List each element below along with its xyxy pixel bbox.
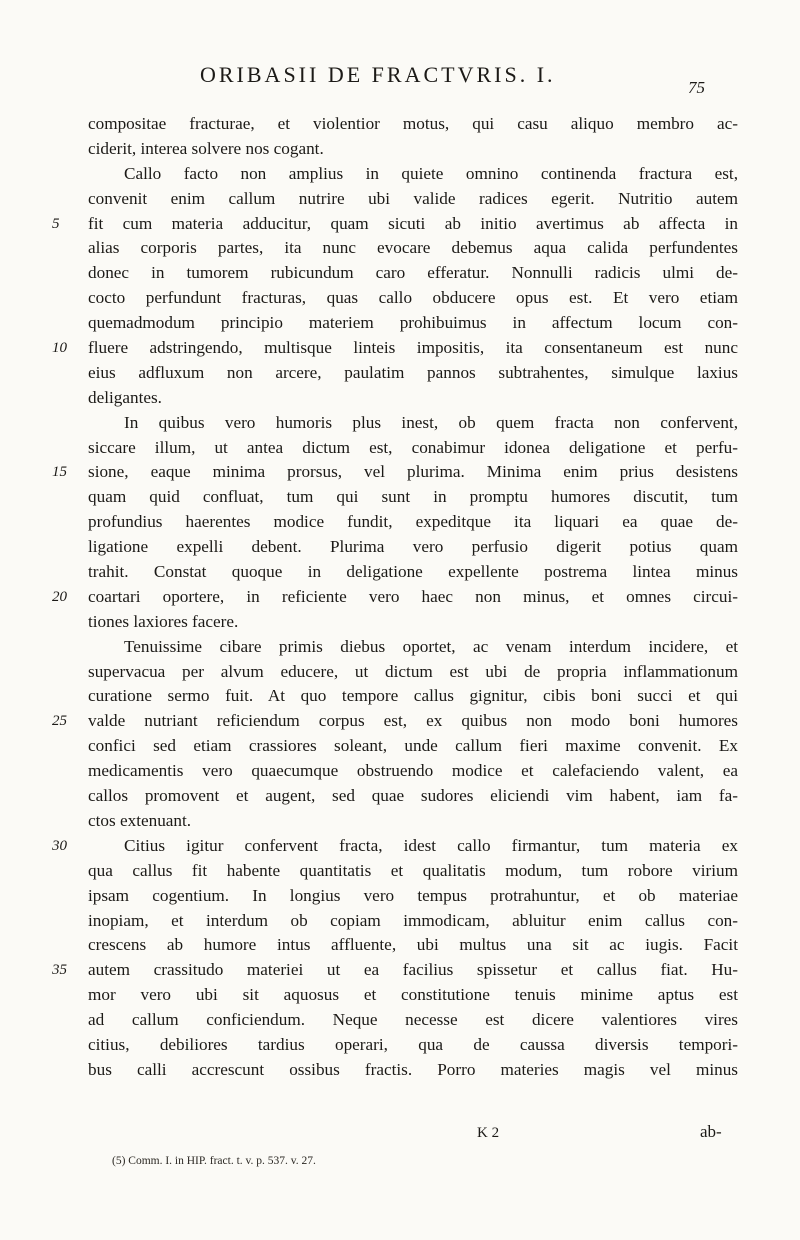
text-line bbox=[88, 884, 738, 909]
text-line bbox=[88, 859, 738, 884]
text-line bbox=[88, 411, 738, 436]
text-line bbox=[52, 834, 738, 859]
line-text: qua callus fit habente quantitatis et qualitatis modum, tum robore virium bbox=[88, 860, 738, 880]
footnote: (5) Comm. I. in HIP. fract. t. v. p. 537. v. 27. bbox=[112, 1155, 316, 1167]
line-text: callos promovent et augent, sed quae sudores eliciendi vim habent, iam fa- bbox=[88, 786, 738, 806]
text-line bbox=[88, 1058, 738, 1083]
line-text: cocto perfundunt fracturas, quas callo obducere opus est. Et vero etiam bbox=[88, 288, 738, 308]
line-text: tiones laxiores facere. bbox=[88, 611, 239, 631]
text-line bbox=[88, 436, 738, 461]
line-text: valde nutriant reficiendum corpus est, ex quibus non modo boni humores bbox=[88, 711, 738, 731]
text-line bbox=[88, 983, 738, 1008]
text-line bbox=[88, 485, 738, 510]
line-number: 30 bbox=[52, 837, 67, 854]
line-text: quam quid confluat, tum qui sunt in promptu humores discutit, tum bbox=[88, 487, 738, 507]
text-line bbox=[88, 635, 738, 660]
text-line bbox=[52, 709, 738, 734]
text-line bbox=[88, 187, 738, 212]
line-text: ctos extenuant. bbox=[88, 810, 192, 830]
line-number: 5 bbox=[52, 215, 60, 232]
text-line bbox=[88, 137, 738, 162]
text-line bbox=[88, 610, 738, 635]
text-line bbox=[88, 909, 738, 934]
text-line bbox=[88, 560, 738, 585]
text-line bbox=[88, 286, 738, 311]
line-text: deligantes. bbox=[88, 387, 162, 407]
line-text: inopiam, et interdum ob copiam immodicam, abluitur enim callus con- bbox=[88, 910, 738, 930]
line-text: bus calli accrescunt ossibus fractis. Porro materies magis vel minus bbox=[88, 1059, 738, 1079]
line-text: mor vero ubi sit aquosus et constitutione tenuis minime aptus est bbox=[88, 985, 738, 1005]
text-line bbox=[88, 933, 738, 958]
line-text: fit cum materia adducitur, quam sicuti ab initio avertimus ab affecta in bbox=[88, 213, 738, 233]
line-text: ciderit, interea solvere nos cogant. bbox=[88, 138, 324, 158]
line-text: crescens ab humore intus affluente, ubi multus una sit ac iugis. Facit bbox=[88, 935, 738, 955]
line-text: ligatione expelli debent. Plurima vero perfusio digerit potius quam bbox=[88, 537, 738, 557]
text-line bbox=[88, 734, 738, 759]
text-line bbox=[88, 1033, 738, 1058]
text-line bbox=[88, 759, 738, 784]
line-text: donec in tumorem rubicundum caro efferatur. Nonnulli radicis ulmi de- bbox=[88, 263, 738, 283]
text-line bbox=[88, 236, 738, 261]
line-text: profundius haerentes modice fundit, expeditque ita liquari ea quae de- bbox=[88, 512, 738, 532]
line-text: compositae fracturae, et violentior motus, qui casu aliquo membro ac- bbox=[88, 114, 738, 133]
line-text: ipsam cogentium. In longius vero tempus protrahuntur, et ob materiae bbox=[88, 885, 738, 905]
text-line bbox=[52, 958, 738, 983]
text-line bbox=[88, 660, 738, 685]
catchword: ab- bbox=[700, 1122, 722, 1141]
text-line bbox=[88, 112, 738, 137]
text-line bbox=[88, 1008, 738, 1033]
text-line bbox=[52, 336, 738, 361]
line-number: 35 bbox=[52, 962, 67, 979]
text-line bbox=[88, 684, 738, 709]
line-text: autem crassitudo materiei ut ea facilius spissetur et callus fiat. Hu- bbox=[88, 960, 738, 980]
text-line bbox=[88, 311, 738, 336]
text-line bbox=[88, 784, 738, 809]
line-text: supervacua per alvum educere, ut dictum est ubi de propria inflammationum bbox=[88, 661, 738, 681]
page-number: 75 bbox=[688, 78, 705, 97]
line-text: quemadmodum principio materiem prohibuimus in affectum locum con- bbox=[88, 313, 738, 333]
text-line bbox=[88, 261, 738, 286]
line-text: citius, debiliores tardius operari, qua de caussa diversis tempori- bbox=[88, 1034, 738, 1054]
line-text: confici sed etiam crassiores soleant, unde callum fieri maxime convenit. Ex bbox=[88, 736, 738, 756]
text-line bbox=[52, 585, 738, 610]
line-text: coartari oportere, in reficiente vero haec non minus, et omnes circui- bbox=[88, 586, 738, 606]
line-text: Citius igitur confervent fracta, idest callo firmantur, tum materia ex bbox=[124, 835, 738, 855]
line-text: alias corporis partes, ita nunc evocare debemus aqua calida perfundentes bbox=[88, 238, 738, 258]
line-number: 15 bbox=[52, 464, 67, 481]
line-number: 10 bbox=[52, 340, 67, 357]
line-text: siccare illum, ut antea dictum est, conabimur idonea deligatione et perfu- bbox=[88, 437, 738, 457]
text-line bbox=[52, 212, 738, 237]
line-text: In quibus vero humoris plus inest, ob quem fracta non confervent, bbox=[124, 412, 738, 432]
line-text: convenit enim callum nutrire ubi valide radices egerit. Nutritio autem bbox=[88, 188, 738, 208]
line-text: curatione sermo fuit. At quo tempore callus gignitur, cibis boni succi et qui bbox=[88, 686, 738, 706]
line-number: 20 bbox=[52, 588, 67, 605]
text-line bbox=[88, 809, 738, 834]
line-text: Callo facto non amplius in quiete omnino continenda fractura est, bbox=[124, 163, 738, 183]
line-text: fluere adstringendo, multisque linteis impositis, ita consentaneum est nunc bbox=[88, 338, 738, 358]
line-text: eius adfluxum non arcere, paulatim pannos subtrahentes, simulque laxius bbox=[88, 362, 738, 382]
text-line bbox=[88, 535, 738, 560]
line-text: sione, eaque minima prorsus, vel plurima. Minima enim prius desistens bbox=[88, 462, 738, 482]
signature-mark: K 2 bbox=[477, 1125, 500, 1141]
text-line bbox=[52, 460, 738, 485]
line-text: trahit. Constat quoque in deligatione expellente postrema lintea minus bbox=[88, 562, 738, 582]
line-text: Tenuissime cibare primis diebus oportet, ac venam interdum incidere, et bbox=[124, 636, 738, 656]
text-line bbox=[88, 510, 738, 535]
text-line bbox=[88, 386, 738, 411]
line-text: medicamentis vero quaecumque obstruendo modice et calefaciendo valent, ea bbox=[88, 761, 738, 781]
line-text: ad callum conficiendum. Neque necesse est dicere valentiores vires bbox=[88, 1010, 738, 1030]
running-title: ORIBASII DE FRACTVRIS. I. bbox=[200, 62, 556, 87]
text-line bbox=[88, 162, 738, 187]
text-line bbox=[88, 361, 738, 386]
line-number: 25 bbox=[52, 713, 67, 730]
text-block bbox=[52, 112, 738, 1083]
